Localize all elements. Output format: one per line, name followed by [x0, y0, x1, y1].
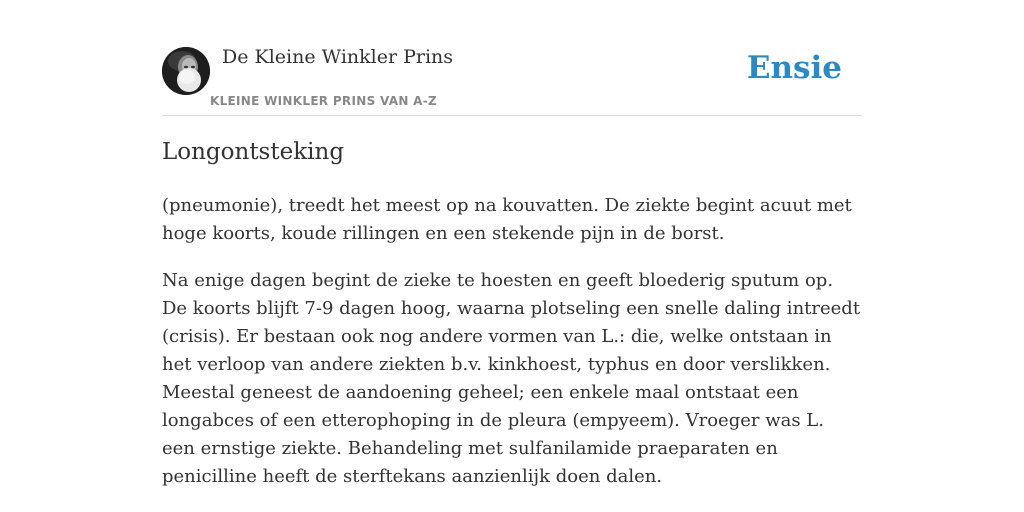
book-title[interactable]: De Kleine Winkler Prins — [222, 46, 454, 68]
book-subtitle[interactable]: KLEINE WINKLER PRINS VAN A-Z — [210, 94, 438, 108]
avatar[interactable] — [162, 47, 210, 95]
ensie-logo-link[interactable]: Ensie — [746, 50, 842, 86]
article-paragraph: Na enige dagen begint de zieke te hoesten en geeft bloederig sputum op. De koorts blijft 7-9 dagen hoog, waarna plotseling een snelle daling intreedt (crisis). Er bestaan ook nog andere vormen van L.: die, welke ontstaan in het verloop van andere ziekten b.v. kinkhoest, typhus en door verslikken. Meestal geneest de aandoening geheel; een enkele maal ontstaat een longabces of een etterophoping in de pleura (empyeem). Vroeger was L. een ernstige ziekte. Behandeling met sulfanilamide praeparaten en penicilline heeft de sterftekans aanzienlijk doen dalen. — [162, 270, 861, 487]
article-body — [162, 192, 862, 510]
page — [162, 0, 862, 512]
article-title: Longontsteking — [162, 139, 345, 165]
header — [162, 0, 862, 116]
article-paragraph: (pneumonie), treedt het meest op na kouvatten. De ziekte begint acuut met hoge koorts, koude rillingen en een stekende pijn in de borst. — [162, 195, 852, 244]
author-portrait-icon — [162, 47, 210, 95]
